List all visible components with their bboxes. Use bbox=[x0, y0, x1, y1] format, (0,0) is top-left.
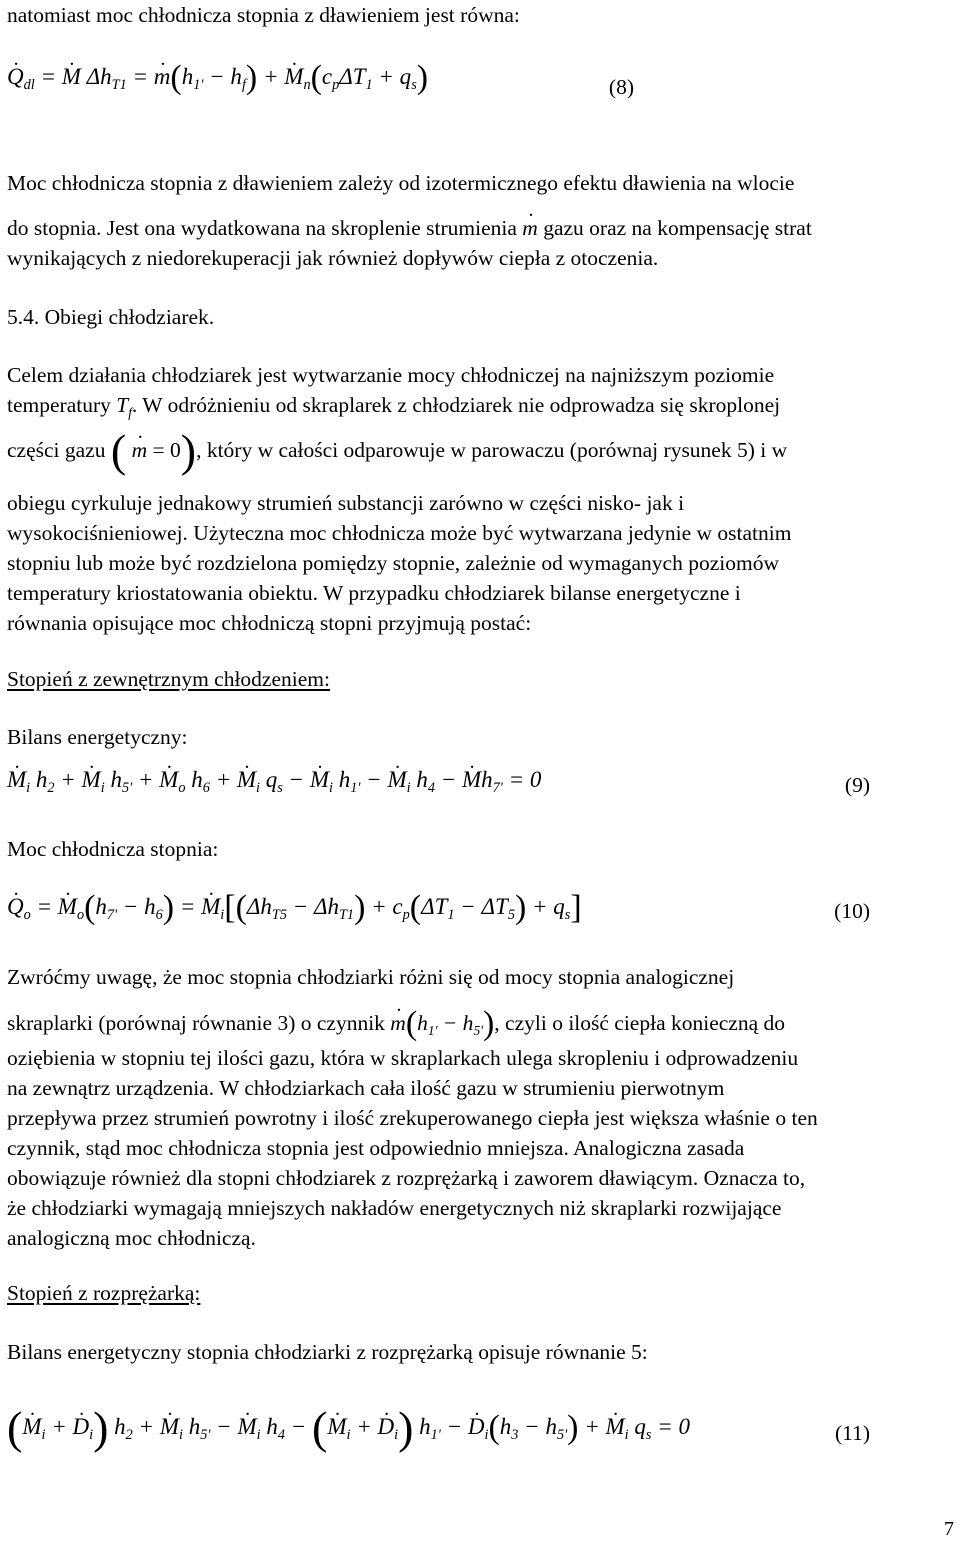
paragraph-line: równania opisujące moc chłodniczą stopni przyjmują postać: bbox=[7, 611, 532, 635]
paragraph-line: Moc chłodnicza stopnia z dławieniem zależy od izotermicznego efektu dławienia na wlocie bbox=[7, 171, 795, 195]
equation-10-number: (10) bbox=[834, 899, 870, 923]
paragraph-line: wysokociśnieniowej. Użyteczna moc chłodnicza może być wytwarzana jedynie w ostatnim bbox=[7, 521, 792, 545]
paragraph-line: do stopnia. Jest ona wydatkowana na skroplenie strumienia . m gazu oraz na kompensację strat bbox=[7, 213, 946, 243]
paragraph-line: temperatury $T_f$. W odróżnieniu od skraplarek z chłodziarek nie odprowadza się skroplonej bbox=[7, 393, 781, 420]
paragraph-line: obowiązuje również dla stopni chłodziarek z rozprężarką i zaworem dławiącym. Oznacza to, bbox=[7, 1166, 806, 1190]
equation-8-number: (8) bbox=[608, 75, 634, 99]
paragraph-line: czynnik, stąd moc chłodnicza stopnia jest odpowiednio mniejsza. Analogiczna zasada bbox=[7, 1136, 745, 1160]
paragraph-line: wynikających z niedorekuperacji jak również dopływów ciepła z otoczenia. bbox=[7, 246, 659, 270]
paragraph-line: analogiczną moc chłodniczą. bbox=[7, 1226, 256, 1250]
section-heading: 5.4. Obiegi chłodziarek. bbox=[7, 305, 215, 329]
paragraph-line: skraplarki (porównaj równanie 3) o czynnik . $m(h_{1'} - h_{5'})$, czyli o ilość ciepła konieczną do bbox=[7, 1008, 946, 1039]
label: Moc chłodnicza stopnia: bbox=[7, 837, 219, 861]
equation-9: . $M_i$ $h_2$ + . $M_i$ $h_{5'}$ + . $M_o$ $h_6$ + . $M_i$ $q_s$ − . $M_i$ $h_{1'}$ − . $M_i$ $h_4$ − . $Mh_{7'} = 0$ bbox=[7, 765, 880, 795]
paragraph-line: Zwróćmy uwagę, że moc stopnia chłodziarki różni się od mocy stopnia analogicznej bbox=[7, 965, 735, 989]
paragraph-line: przepływa przez strumień powrotny i ilość zrekuperowanego ciepła jest większa właśnie o ten bbox=[7, 1106, 818, 1130]
paragraph-line: stopniu lub może być rozdzielona pomiędzy stopnie, zależnie od wymaganych poziomów bbox=[7, 551, 779, 575]
intro-line: natomiast moc chłodnicza stopnia z dławieniem jest równa: bbox=[7, 3, 520, 27]
label: Bilans energetyczny: bbox=[7, 725, 188, 749]
paragraph-line: temperatury kriostatowania obiektu. W przypadku chłodziarek bilanse energetyczne i bbox=[7, 581, 741, 605]
equation-11: (. $M_i$ + . $D_i$) $h_2$ + . $M_i$ $h_{5'}$ − . $M_i$ $h_4$ − (. $M_i$ + . $D_i$) $h_{1'}$ − . $D_i(h_3 - h_{5'})$ + . $M_i$ $q_s = 0$ bbox=[7, 1412, 880, 1443]
paragraph-line: że chłodziarki wymagają mniejszych nakładów energetycznych niż skraplarki rozwijające bbox=[7, 1196, 782, 1220]
paragraph-line: obiegu cyrkuluje jednakowy strumień substancji zarówno w części nisko- jak i bbox=[7, 491, 685, 515]
equation-8: . $Q_{dl}$ = . M $\Delta h_{T1}$ = . $m(h_{1'} - h_f)$ + . $M_n(c_p\Delta T_1 + q_s)$ bbox=[7, 62, 880, 93]
equation-11-number: (11) bbox=[834, 1421, 870, 1445]
paragraph-line: części gazu ( . m = 0), który w całości odparowuje w parowaczu (porównaj rysunek 5) i w bbox=[7, 435, 946, 466]
subsection-heading: Stopień z rozprężarką: bbox=[7, 1281, 201, 1305]
page-number: 7 bbox=[944, 1518, 954, 1540]
label: Bilans energetyczny stopnia chłodziarki z rozprężarką opisuje równanie 5: bbox=[7, 1340, 648, 1364]
paragraph-line: na zewnątrz urządzenia. W chłodziarkach cała ilość gazu w strumieniu pierwotnym bbox=[7, 1076, 725, 1100]
paragraph-1 bbox=[7, 168, 946, 198]
paragraph-line: oziębienia w stopniu tej ilości gazu, która w skraplarkach ulega skropleniu i odprowadzeniu bbox=[7, 1046, 799, 1070]
equation-9-number: (9) bbox=[844, 773, 870, 797]
paragraph-line: Celem działania chłodziarek jest wytwarzanie mocy chłodniczej na najniższym poziomie bbox=[7, 363, 775, 387]
subsection-heading: Stopień z zewnętrznym chłodzeniem: bbox=[7, 667, 330, 691]
equation-10: . $Q_o$ = . $M_o(h_{7'} - h_6)$ = . $M_i[(\Delta h_{T5} - \Delta h_{T1}) + c_p(\Delta T_1 - \Delta T_5) + q_s]$ bbox=[7, 892, 880, 923]
